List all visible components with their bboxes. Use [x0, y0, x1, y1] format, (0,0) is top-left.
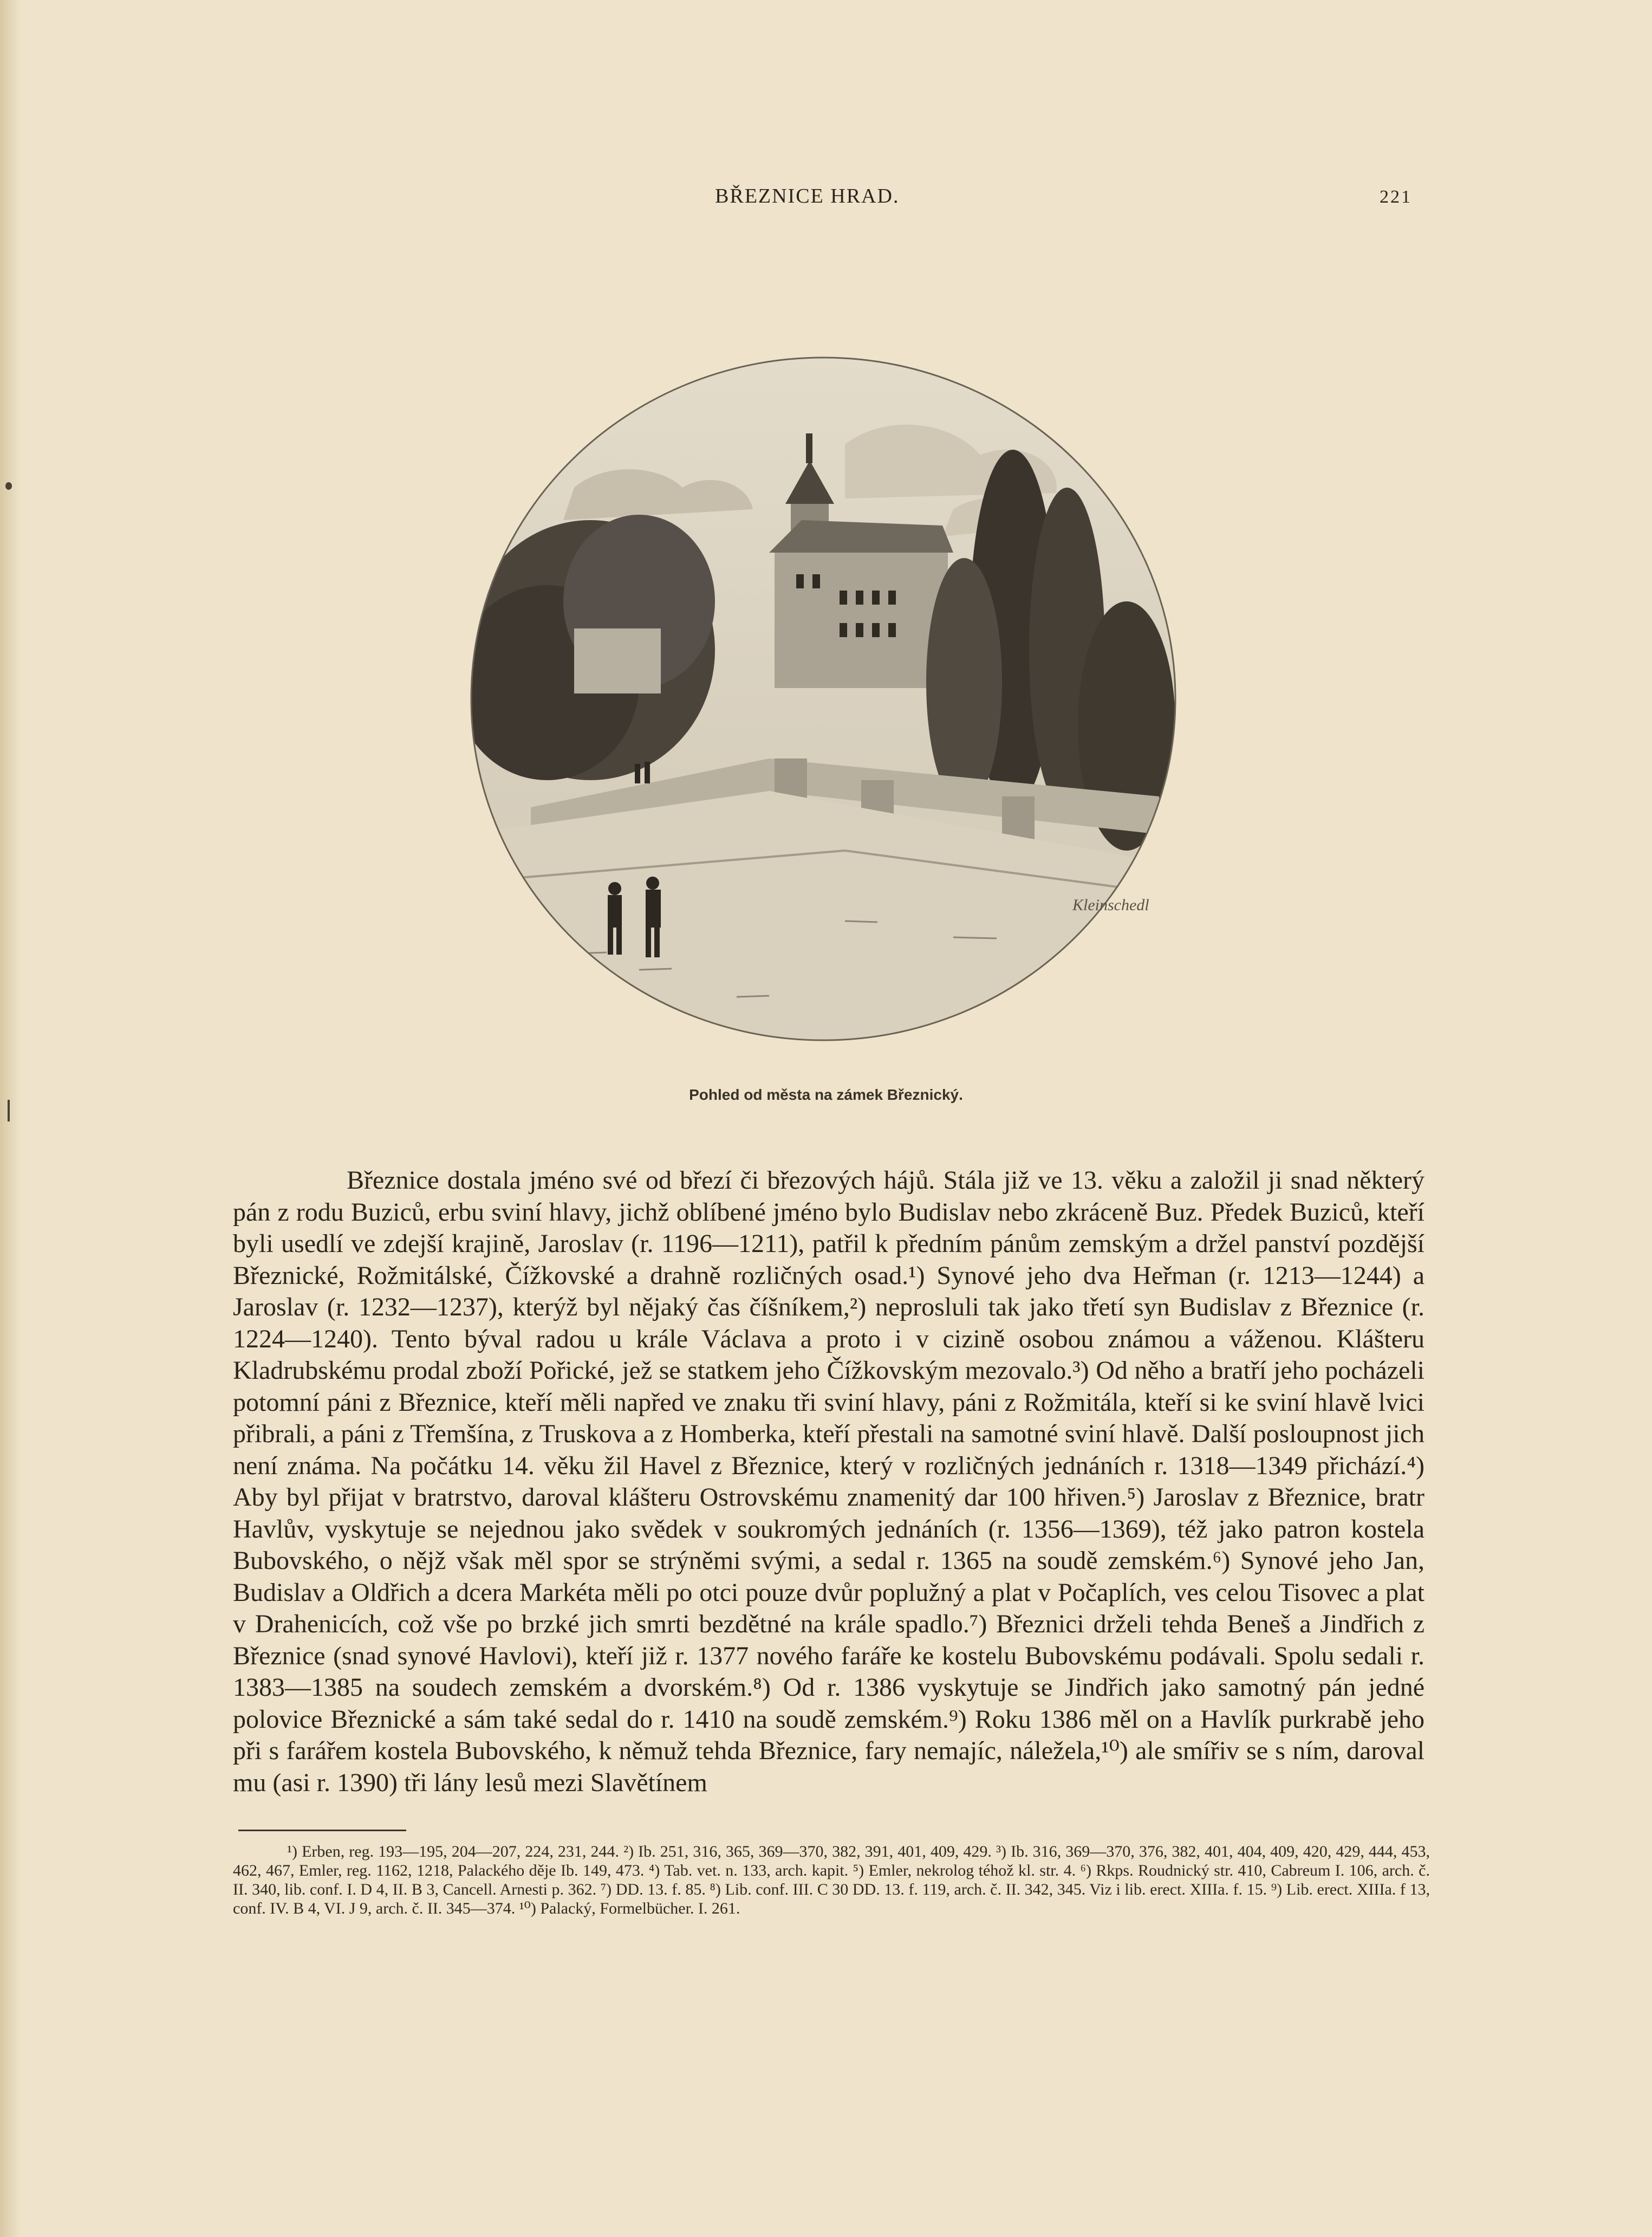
artist-signature: Kleinschedl: [1072, 896, 1149, 914]
page-number: 221: [1380, 187, 1412, 207]
footnote-rule: [238, 1830, 406, 1831]
footnote-text: ¹) Erben, reg. 193—195, 204—207, 224, 231, 244. ²) Ib. 251, 316, 365, 369—370, 382, 391, 401, 409, 429. ³) Ib. 316, 369—370, 376, 382, 401, 404, 409, 420, 429, 444, 453, 462, 467, Emler, reg. 1162, 1218, Palackého děje Ib. 149, 473. ⁴) Tab. vet. n. 133, arch. kapit. ⁵) Emler, nekrolog téhož kl. str. 4. ⁶) Rkps. Roudnický str. 410, Cabreum I. 106, arch. č. II. 340, lib. conf. I. D 4, II. B 3, Cancell. Arnesti p. 362. ⁷) DD. 13. f. 85. ⁸) Lib. conf. III. C 30 DD. 13. f. 119, arch. č. II. 342, 345. Viz i lib. erect. XIIIa. f. 15. ⁹) Lib. erect. XIIIa. f 13, conf. IV. B 4, VI. J 9, arch. č. II. 345—374. ¹⁰) Palacký, Formelbücher. I. 261.: [233, 1843, 1430, 1917]
edge-mark: [5, 482, 12, 490]
running-title: BŘEZNICE HRAD.: [715, 185, 900, 208]
footnotes: [233, 1842, 1430, 1918]
paragraph: Březnice dostala jméno své od březí či březových hájů. Stála již ve 13. věku a založil ji snad některý pán z rodu Buziců, erbu sviní hlavy, jichž oblíbené jméno bylo Budislav nebo zkráceně Buz. Předek Buziců, kteří byli usedlí ve zdejší krajině, Jaroslav (r. 1196—1211), patřil k předním pánům zemským a držel panství pozdější Březnické, Rožmitálské, Čížkovské a drahně rozličných osad.¹) Synové jeho dva Heřman (r. 1213—1244) a Jaroslav (r. 1232—1237), kterýž byl nějaký čas číšníkem,²) neprosluli tak jako třetí syn Budislav z Březnice (r. 1224—1240). Tento býval radou u krále Václava a proto i v cizině osobou známou a váženou. Klášteru Kladrubskému prodal zboží Pořické, jež se statkem jeho Čížkovským mezovalo.³) Od něho a bratří jeho pocházeli potomní páni z Březnice, kteří měli napřed ve znaku tři sviní hlavy, páni z Rožmitála, kteří si ke sviní hlavě lvici přibrali, a páni z Třemšína, z Truskova a z Homberka, kteří přestali na samotné sviní hlavě. Další posloupnost jich není známa. Na počátku 14. věku žil Havel z Březnice, který v rozličných jednáních r. 1318—1349 přichází.⁴) Aby byl přijat v bratrstvo, daroval klášteru Ostrovskému znamenitý dar 100 hřiven.⁵) Jaroslav z Březnice, bratr Havlův, vyskytuje se nejednou jako svědek v soukromých jednáních (r. 1356—1369), též jako patron kostela Bubovského, o nějž však měl spor se strýněmi svými, a sedal r. 1365 na soudě zemském.⁶) Synové jeho Jan, Budislav a Oldřich a dcera Markéta měli po otci pouze dvůr poplužný a plat v Počaplích, ves celou Tisovec a plat v Drahenicích, což vše po brzké jich smrti bezdětné na krále spadlo.⁷) Březnici drželi tehda Beneš a Jindřich z Březnice (snad synové Havlovi), kteří již r. 1377 nového faráře ke kostelu Bubovskému podávali. Spolu sedali r. 1383—1385 na soudech zemském a dvorském.⁸) Od r. 1386 vyskytuje se Jindřich jako samotný pán jedné polovice Březnické a sám také sedal do r. 1410 na soudě zemském.⁹) Roku 1386 měl on a Havlík purkrabě jeho při s farářem kostela Bubovského, k němuž tehda Březnice, fary nemajíc, náležela,¹⁰) ale smířiv se s ním, daroval mu (asi r. 1390) tři lány lesů mezi Slavětínem: [233, 1166, 1425, 1797]
main-text: [233, 1165, 1425, 1799]
figure-caption: Pohled od města na zámek Březnický.: [689, 1086, 963, 1103]
castle-illustration: [466, 347, 1186, 1046]
page-edge: [0, 0, 22, 2237]
